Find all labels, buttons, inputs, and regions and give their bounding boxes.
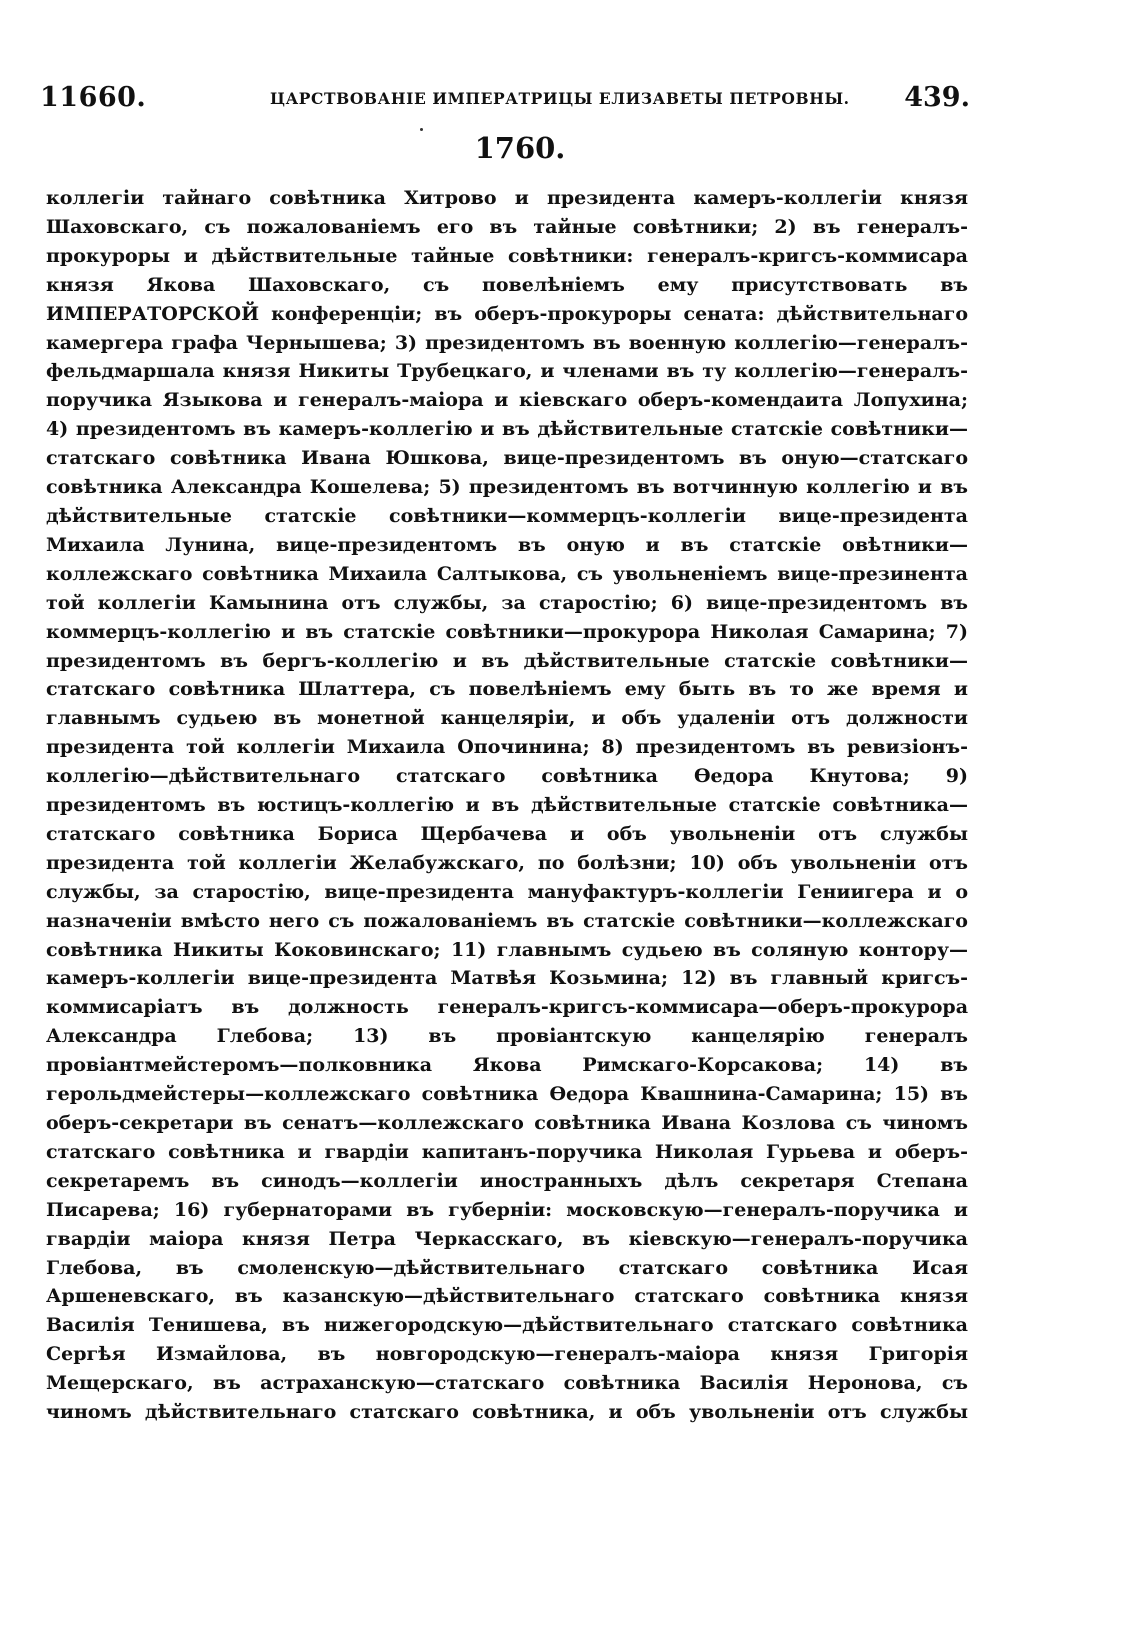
page-number: 439. — [904, 82, 970, 113]
running-header — [40, 82, 970, 122]
running-title: ЦАРСТВОВАНІЕ ИМПЕРАТРИЦЫ ЕЛИЗАВЕТЫ ПЕТРОВНЫ. — [270, 89, 850, 108]
law-number: 11660. — [40, 82, 147, 113]
year-heading: 1760. — [474, 131, 566, 165]
body-text: коллегіи тайнаго совѣтника Хитрово и президента камеръ-коллегіи князя Шаховскаго, съ пожалованіемъ его въ тайные совѣтники; 2) въ генералъ-прокуроры и дѣйствительные тайные совѣтники: генералъ-кригсъ-коммисара князя Якова Шаховскаго, съ повелѣніемъ ему присутствовать въ ИМПЕРАТОРСКОЙ конференціи; въ оберъ-прокуроры сената: дѣйствительнаго камергера графа Чернышева; 3) президентомъ въ военную коллегію—генералъ-фельдмаршала князя Никиты Трубецкаго, и членами въ ту коллегію—генералъ-поручика Языкова и генералъ-маіора и кіевскаго оберъ-комендаита Лопухина; 4) президентомъ въ камеръ-коллегію и въ дѣйствительные статскіе совѣтники—статскаго совѣтника Ивана Юшкова, вице-президентомъ въ оную—статскаго совѣтника Александра Кошелева; 5) президентомъ въ вотчинную коллегію и въ дѣйствительные статскіе совѣтники—коммерцъ-коллегіи вице-президента Михаила Лунина, вице-президентомъ въ оную и въ статскіе овѣтники—коллежскаго совѣтника Михаила Салтыкова, съ увольненіемъ вице-презинента той коллегіи Камынина отъ службы, за старостію; 6) вице-президентомъ въ коммерцъ-коллегію и въ статскіе совѣтники—прокурора Николая Самарина; 7) президентомъ въ бергъ-коллегію и въ дѣйствительные статскіе совѣтники—статскаго совѣтника Шлаттера, съ повелѣніемъ ему быть въ то же время и главнымъ судьею въ монетной канцеляріи, и объ удаленіи отъ должности президента той коллегіи Михаила Опочинина; 8) президентомъ въ ревизіонъ-коллегію—дѣйствительнаго статскаго совѣтника Ѳедора Кнутова; 9) президентомъ въ юстицъ-коллегію и въ дѣйствительные статскіе совѣтника—статскаго совѣтника Бориса Щербачева и объ увольненіи отъ службы президента той коллегіи Желабужскаго, по болѣзни; 10) объ увольненіи отъ службы, за старостію, вице-президента мануфактуръ-коллегіи Гениигера и о назначеніи вмѣсто него съ пожалованіемъ въ статскіе совѣтники—коллежскаго совѣтника Никиты Коковинскаго; 11) главнымъ судьею въ соляную контору—камеръ-коллегіи вице-президента Матвѣя Козьмина; 12) въ главный кригсъ-коммисаріатъ въ должность генералъ-кригсъ-коммисара—оберъ-прокурора Александра Глебова; 13) въ провіантскую канцелярію генералъ провіантмейстеромъ—полковника Якова Римскаго-Корсакова; 14) въ герольдмейстеры—коллежскаго совѣтника Ѳедора Квашнина-Самарина; 15) въ оберъ-секретари въ сенатъ—коллежскаго совѣтника Ивана Козлова съ чиномъ статскаго совѣтника и гвардіи капитанъ-поручика Николая Гурьева и оберъ-секретаремъ въ синодъ—коллегіи иностранныхъ дѣлъ секретаря Степана Писарева; 16) губернаторами въ губерніи: московскую—генералъ-поручика и гвардіи маіора князя Петра Черкасскаго, въ кіевскую—генералъ-поручика Глебова, въ смоленскую—дѣйствительнаго статскаго совѣтника Исая Аршеневскаго, въ казанскую—дѣйствительнаго статскаго совѣтника князя Василія Тенишева, въ нижегородскую—дѣйствительнаго статскаго совѣтника Сергѣя Измайлова, въ новгородскую—генералъ-маіора князя Григорія Мещерскаго, въ астраханскую—статскаго совѣтника Василія Неронова, съ чиномъ дѣйствительнаго статскаго совѣтника, и объ увольненіи отъ службы — [46, 187, 968, 1424]
